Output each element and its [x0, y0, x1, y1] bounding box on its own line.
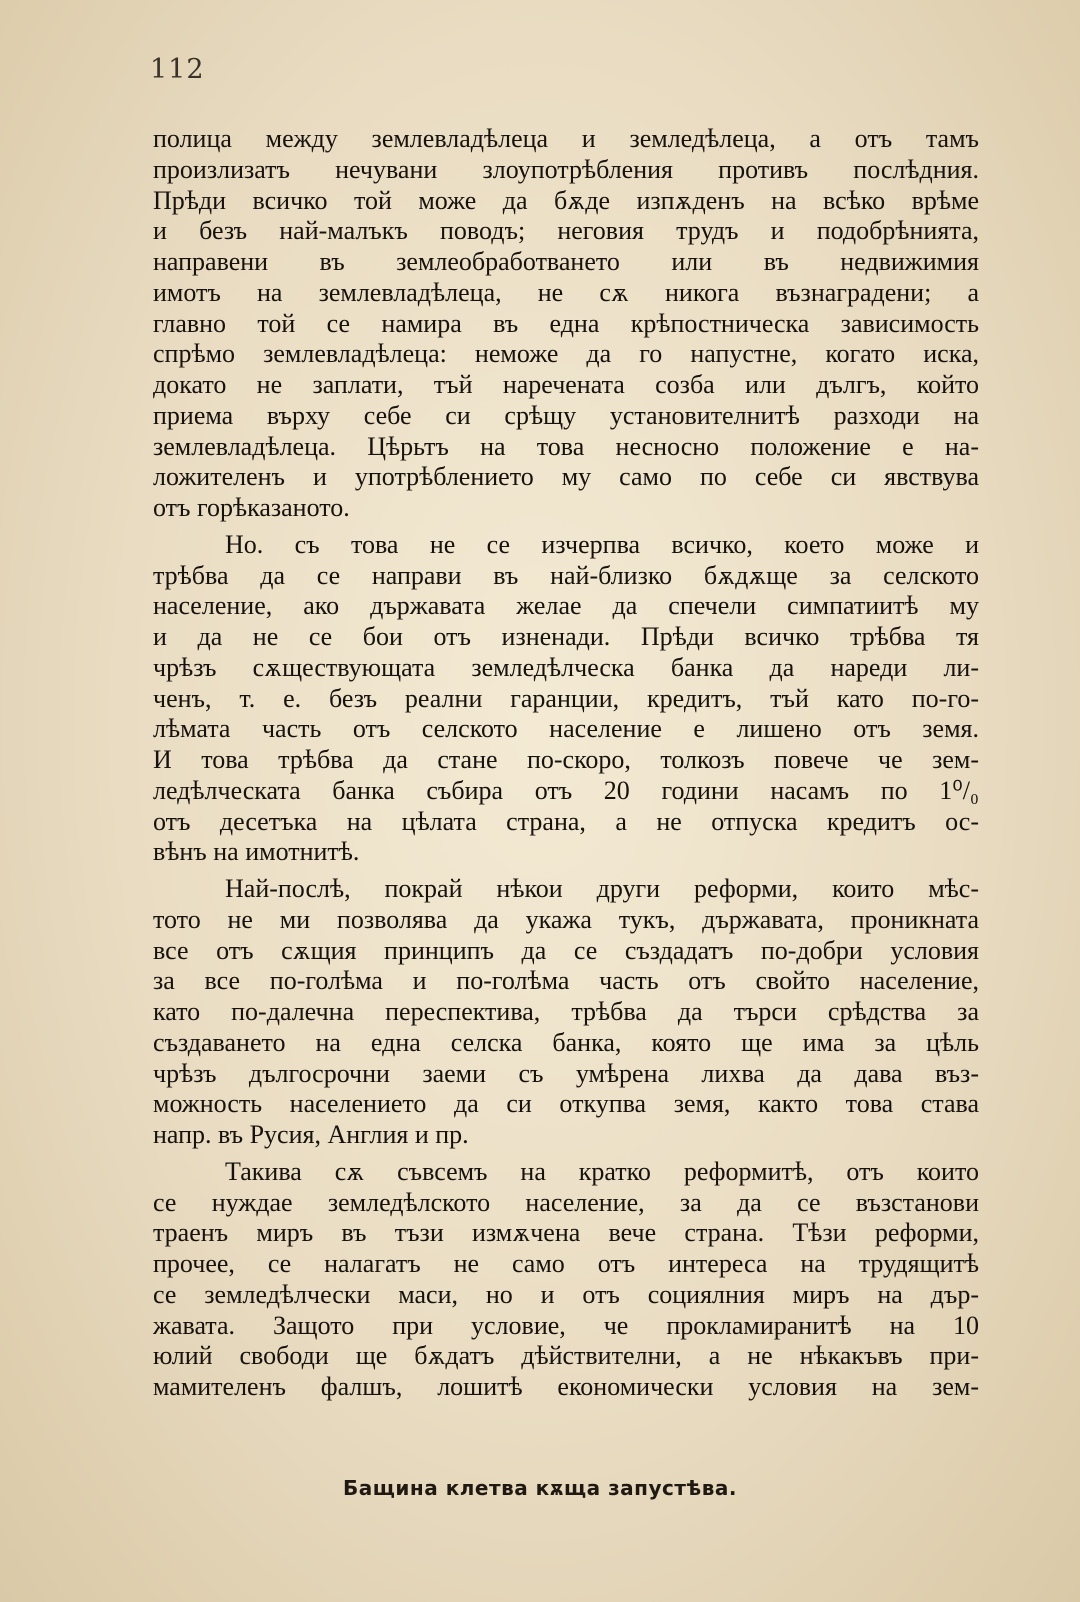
text-line: като по-далечна переспектива, трѣбва да търси срѣдства за [153, 997, 979, 1026]
text-line: Но. съ това не се изчерпва всичко, което може и [225, 529, 979, 559]
text-line: И това трѣбва да стане по-скоро, толкозъ повече че зем- [153, 745, 979, 774]
text-line: докато не заплати, тъй наречената созба или дългъ, който [153, 370, 979, 399]
text-line: ложителенъ и употрѣблението му само по себе си явствува [153, 462, 979, 492]
paragraph-2 [153, 530, 979, 868]
text-line: юлий свободи ще бѫдатъ дѣйствителни, а не нѣкакъвъ при- [153, 1341, 979, 1371]
text-line: ченъ, т. е. безъ реални гаранции, кредитъ, тъй като по-го- [153, 683, 979, 713]
text-line: мамителенъ фалшъ, лошитѣ економически условия на зем- [153, 1372, 979, 1401]
paragraph-4 [153, 1157, 979, 1403]
text-line: ледѣлческата банка събира отъ 20 години насамъ по 1⁰/₀ [153, 775, 979, 805]
text-line: землевладѣлеца. Цѣрьтъ на това несносно положение е на- [153, 431, 979, 461]
text-line: главно той се намира въ една крѣпостническа зависимость [153, 308, 979, 338]
text-line: жавата. Защото при условие, че прокламиранитѣ на 10 [153, 1310, 979, 1340]
text-line: Такива сѫ съвсемъ на кратко реформитѣ, отъ които [225, 1156, 979, 1186]
text-line: Прѣди всичко той може да бѫде изпѫденъ на всѣко врѣме [153, 185, 979, 215]
text-line: отъ десетъка на цѣлата страна, а не отпуска кредитъ ос- [153, 806, 979, 836]
text-line: Най-послѣ, покрай нѣкои други реформи, които мѣс- [225, 874, 979, 903]
text-line: траенъ миръ въ тъзи измѫчена вече страна. Тѣзи реформи, [153, 1218, 979, 1248]
text-line: спрѣмо землевладѣлеца: неможе да го напустне, когато иска, [153, 339, 979, 369]
text-line: население, ако държавата желае да спечели симпатиитѣ му [153, 591, 979, 621]
text-line: чрѣзъ сѫществующата земледѣлческа банка да нареди ли- [153, 652, 979, 682]
text-line: вѣнъ на имотнитѣ. [153, 837, 360, 867]
text-line: можность населението да си откупва земя, както това става [153, 1089, 979, 1119]
page-number: 112 [150, 54, 205, 85]
text-line: напр. въ Русия, Англия и пр. [153, 1120, 469, 1149]
text-line: все отъ сѫщия принципъ да се създадатъ по-добри условия [153, 935, 979, 965]
text-line: отъ горѣказаното. [153, 493, 350, 522]
text-line: чрѣзъ дългосрочни заеми съ умѣрена лихва да дава въз- [153, 1058, 979, 1088]
text-line: приема върху себе си срѣщу установителнитѣ разходи на [153, 400, 979, 430]
text-line: направени въ землеобработването или въ недвижимия [153, 247, 979, 276]
text-line: произлизатъ нечувани злоупотрѣбления противъ послѣдния. [153, 154, 979, 184]
text-line: и да не се бои отъ изненади. Прѣди всичко трѣбва тя [153, 622, 979, 651]
text-line: полица между землевладѣлеца и земледѣлеца, а отъ тамъ [153, 124, 979, 153]
text-line: лѣмата часть отъ селското население е лишено отъ земя. [153, 714, 979, 744]
paragraph-3 [153, 874, 979, 1151]
text-line: се земледѣлчески маси, но и отъ социялния миръ на дър- [153, 1279, 979, 1309]
text-line: трѣбва да се направи въ най-близко бѫдѫще за селското [153, 560, 979, 590]
text-line: прочее, се налагатъ не само отъ интереса на трудящитѣ [153, 1249, 979, 1278]
text-line: се нуждае земледѣлското население, за да се възстанови [153, 1187, 979, 1217]
text-line: имотъ на землевладѣлеца, не сѫ никога възнаградени; а [153, 277, 979, 307]
paragraph-1 [153, 124, 979, 524]
text-line: създаването на една селска банка, която ще има за цѣль [153, 1027, 979, 1057]
text-line: тото не ми позволява да укажа тукъ, държавата, проникната [153, 904, 979, 934]
text-line: и безъ най-малъкъ поводъ; неговия трудъ и подобрѣнията, [153, 216, 979, 246]
text-line: за все по-голѣма и по-голѣма часть отъ свойто население, [153, 966, 979, 996]
footer-proverb: Бащина клетва кѫща запустѣва. [343, 1476, 737, 1500]
body-text [153, 124, 979, 1403]
